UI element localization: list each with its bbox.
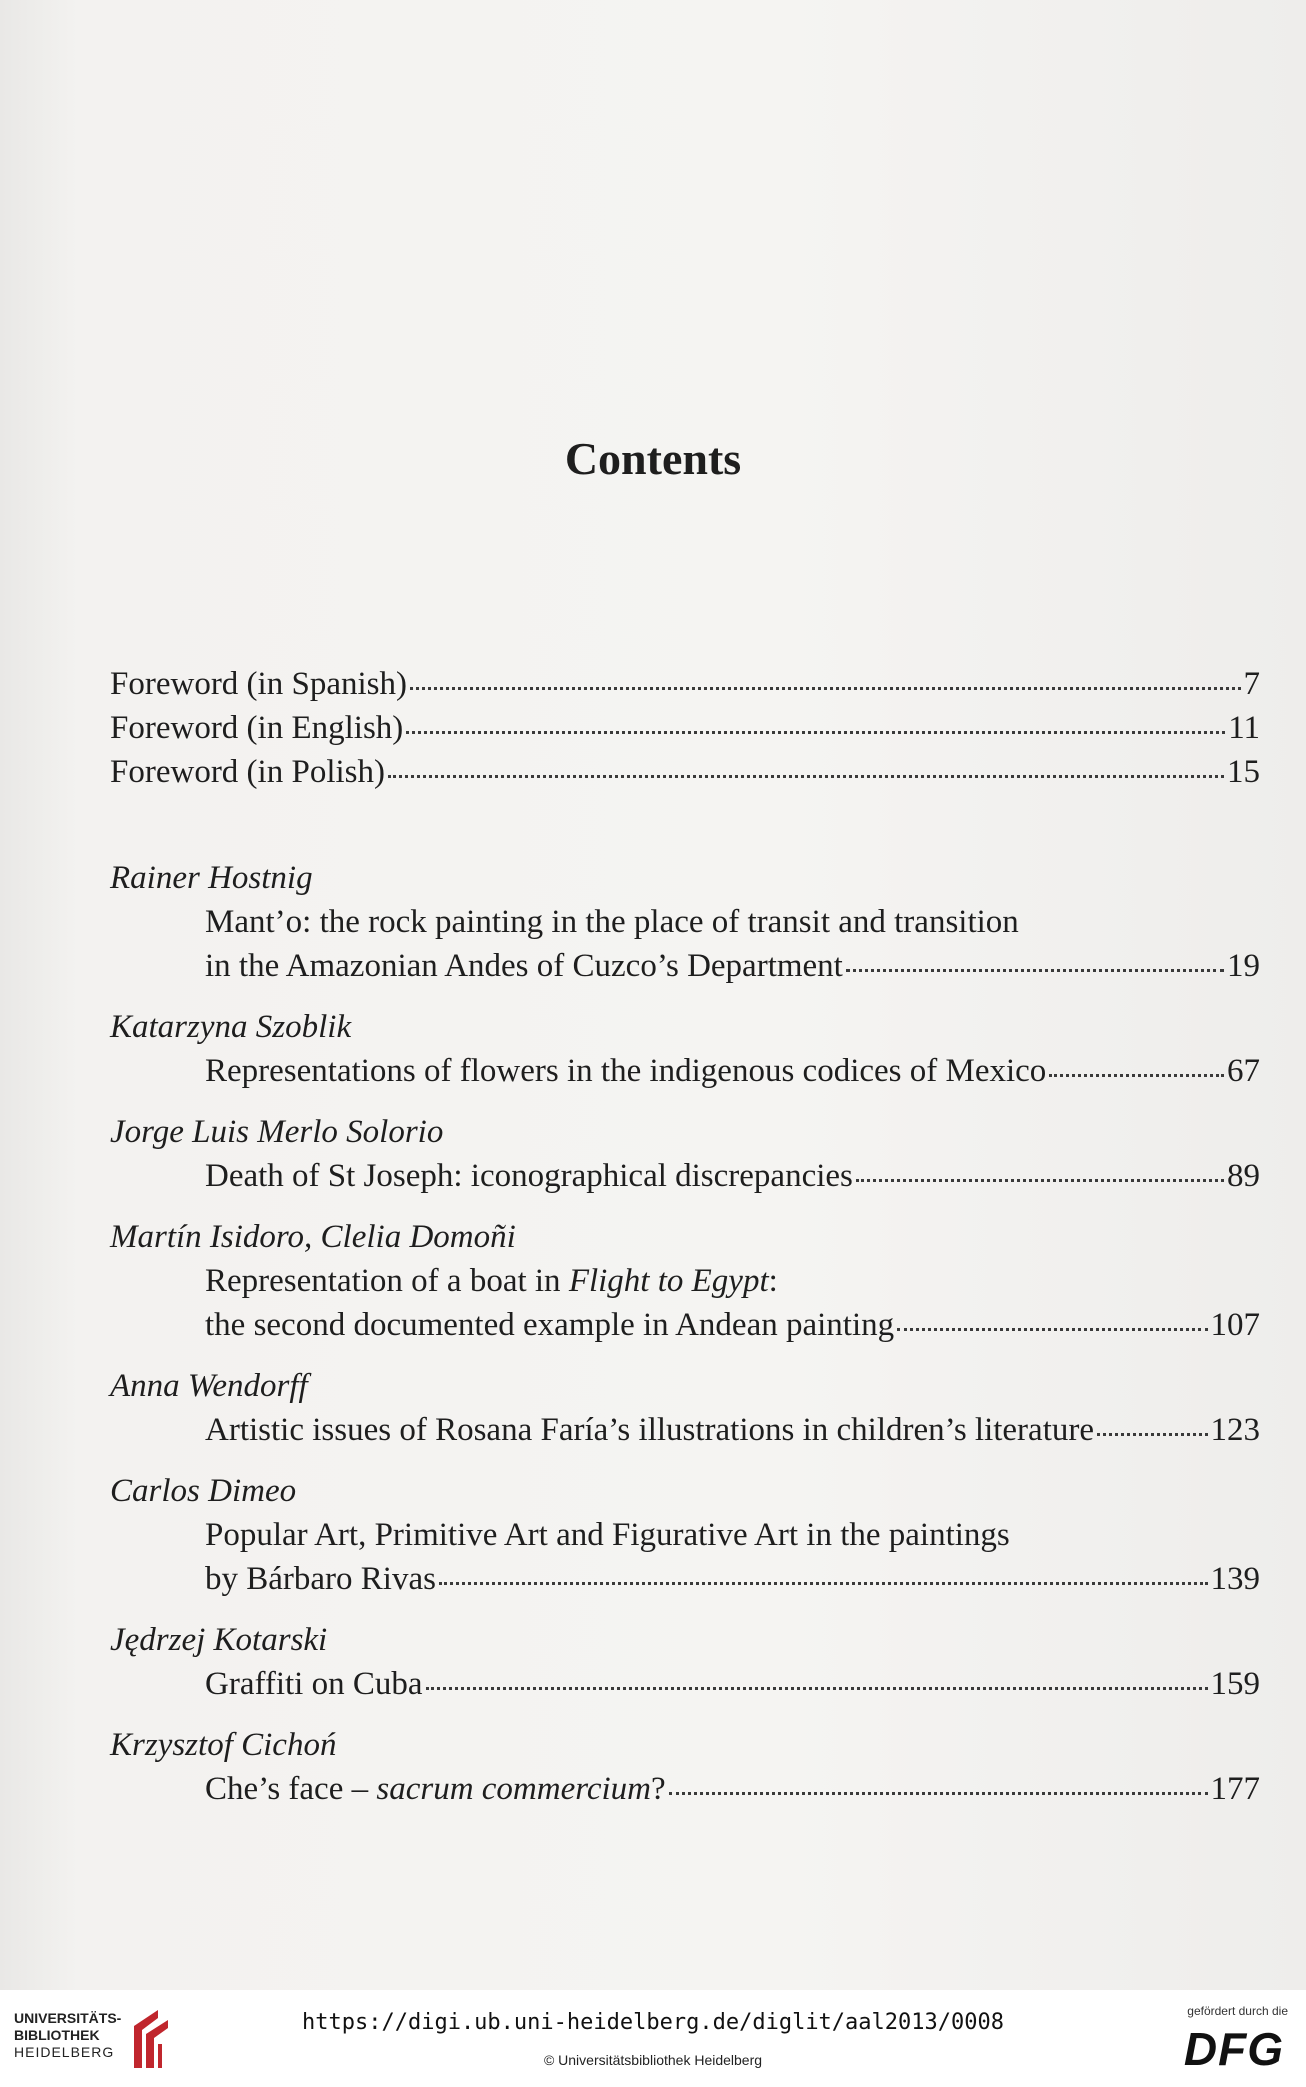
dfg-logo[interactable]: DFG [1183, 2023, 1284, 2075]
toc-entry [110, 1469, 1260, 1601]
entry-author: Katarzyna Szoblik [110, 1009, 352, 1045]
entry-title: Popular Art, Primitive Art and Figurative Art in the paintings [205, 1517, 1010, 1553]
toc-row[interactable]: Graffiti on Cuba 159 [205, 1666, 1260, 1702]
entry-author: Carlos Dimeo [110, 1473, 297, 1509]
toc-row[interactable]: the second documented example in Andean painting 107 [205, 1307, 1260, 1343]
entry-title: Representation of a boat in Flight to Egypt: [205, 1263, 778, 1299]
toc-row[interactable]: by Bárbaro Rivas 139 [205, 1561, 1260, 1597]
entry-author: Krzysztof Cichoń [110, 1727, 337, 1763]
entry-author: Jorge Luis Merlo Solorio [110, 1114, 444, 1150]
toc-row[interactable]: Death of St Joseph: iconographical discrepancies 89 [205, 1158, 1260, 1194]
entry-title: Mant’o: the rock painting in the place of transit and transition [205, 904, 1019, 940]
toc-entry [110, 1005, 1260, 1093]
toc-row[interactable]: Foreword (in Polish) 15 [110, 754, 1260, 790]
toc-entry [110, 1110, 1260, 1198]
toc-entry [110, 1618, 1260, 1706]
toc-entry [110, 1364, 1260, 1452]
forewords [110, 662, 1260, 794]
library-logo[interactable]: UNIVERSITÄTS- BIBLIOTHEK HEIDELBERG [14, 2010, 122, 2060]
toc-entries [110, 856, 1260, 1811]
entry-author: Martín Isidoro, Clelia Domoñi [110, 1219, 516, 1255]
viewer-footer [0, 1990, 1306, 2087]
toc-row[interactable]: Artistic issues of Rosana Faría’s illustrations in children’s literature 123 [205, 1412, 1260, 1448]
toc-row[interactable]: in the Amazonian Andes of Cuzco’s Department 19 [205, 948, 1260, 984]
toc-entry [110, 1723, 1260, 1811]
dfg-caption: gefördert durch die [1187, 2004, 1288, 2018]
toc-row[interactable]: Representations of flowers in the indigenous codices of Mexico 67 [205, 1053, 1260, 1089]
entry-author: Anna Wendorff [110, 1368, 308, 1404]
page-title: Contents [564, 433, 742, 484]
toc-entry [110, 856, 1260, 988]
toc-row[interactable]: Foreword (in English) 11 [110, 710, 1260, 746]
toc-row[interactable]: Che’s face – sacrum commercium? 177 [205, 1771, 1260, 1807]
toc-entry [110, 1215, 1260, 1347]
toc-row[interactable]: Foreword (in Spanish) 7 [110, 666, 1260, 702]
entry-author: Jędrzej Kotarski [110, 1622, 328, 1658]
copyright-notice: © Universitätsbibliothek Heidelberg [543, 2052, 763, 2068]
entry-author: Rainer Hostnig [110, 860, 313, 896]
permalink-url[interactable]: https://digi.ub.uni-heidelberg.de/diglit/aal2013/0008 [302, 2010, 1004, 2035]
